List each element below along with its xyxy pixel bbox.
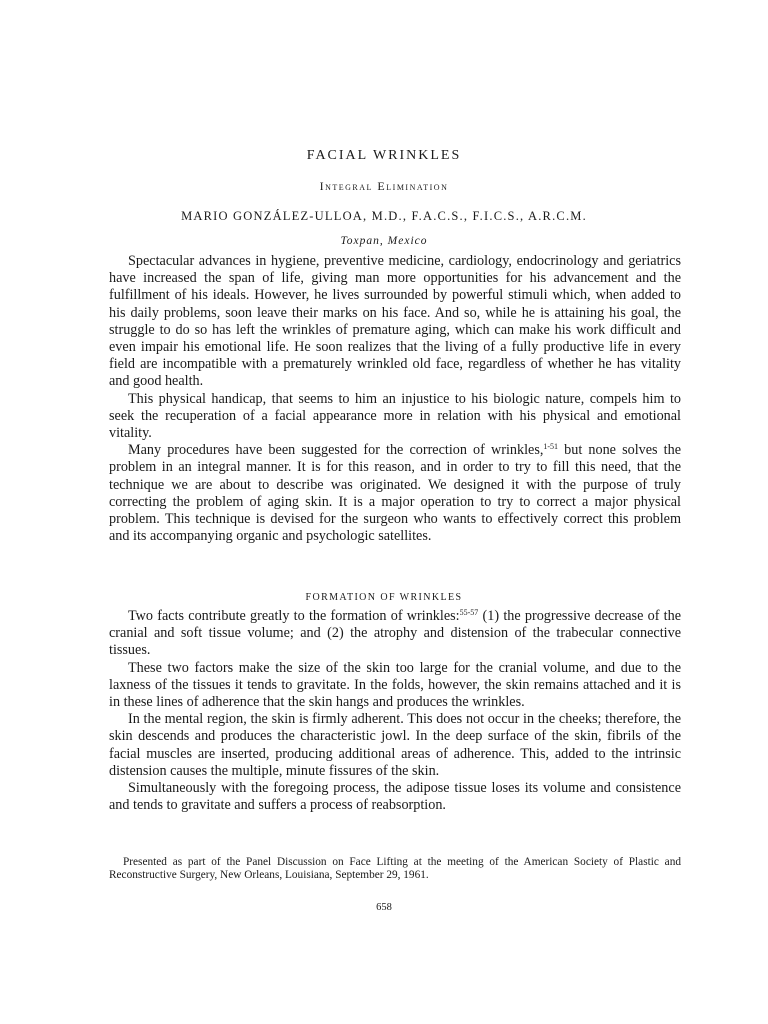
article-title: FACIAL WRINKLES (306, 148, 462, 163)
intro-text (109, 253, 681, 545)
section-paragraph-3: In the mental region, the skin is firmly adherent. This does not occur in the cheeks; therefore, the skin descends and produces the characteristic jowl. In the deep surface of the skin, fibrils of the facial muscles are inserted, producing additional areas of adherence. This, added to the intrinsic distension causes the multiple, minute fissures of the skin. (109, 711, 681, 779)
intro-paragraph-3 (109, 442, 681, 545)
section-paragraph-2: These two factors make the size of the skin too large for the cranial volume, and due to the laxness of the tissues it tends to gravitate. In the folds, however, the skin remains attached and it is in these lines of adherence that the skin hangs and produces the wrinkles. (109, 659, 681, 711)
page-number: 658 (376, 902, 392, 913)
section-paragraph-1 (109, 608, 681, 660)
citation-superscript: 55-57 (459, 608, 479, 617)
article-subtitle: Integral Elimination (319, 179, 449, 193)
section-heading: FORMATION OF WRINKLES (305, 592, 463, 603)
author-line: MARIO GONZÁLEZ-ULLOA, M.D., F.A.C.S., F.I.C.S., A.R.C.M. (181, 209, 587, 223)
citation-superscript: 1-51 (543, 442, 559, 452)
section-text (109, 608, 681, 814)
section-paragraph-4: Simultaneously with the foregoing process, the adipose tissue loses its volume and consistence and tends to gravitate and suffers a process of reabsorption. (109, 780, 681, 814)
section-paragraph-1-text-b: (1) the progressive decrease of the cranial and soft tissue volume; and (2) the atrophy and distension of the trabecular connective tissues. (109, 608, 682, 659)
intro-paragraph-3-text-b: but none solves the problem in an integral manner. It is for this reason, and in order to try to fill this need, that the technique we are about to describe was originated. We designed it with the purpose of truly correcting the problem of aging skin. It is a major operation to try to correct a major physical problem. This technique is devised for the surgeon who wants to effectively correct this problem and its accompanying organic and psychologic satellites. (109, 442, 681, 545)
intro-paragraph-3-text-a: Many procedures have been suggested for the correction of wrinkles, (128, 442, 544, 459)
author-location: Toxpan, Mexico (340, 235, 428, 247)
intro-paragraph-2: This physical handicap, that seems to him an injustice to his biologic nature, compels him to seek the recuperation of a facial appearance more in relation with his physical and emotional vitality. (109, 390, 681, 442)
section-paragraph-1-text-a: Two facts contribute greatly to the formation of wrinkles: (128, 608, 460, 624)
footnote: Presented as part of the Panel Discussion on Face Lifting at the meeting of the American Society of Plastic and Reconstructive Surgery, New Orleans, Louisiana, September 29, 1961. (109, 856, 681, 882)
intro-paragraph-1: Spectacular advances in hygiene, preventive medicine, cardiology, endocrinology and geriatrics have increased the span of life, giving man more opportunities for his advancement and the fulfillment of his ideals. However, he lives surrounded by powerful stimuli which, when added to his daily problems, soon leave their marks on his face. And so, while he is attaining his goal, the struggle to do so has left the wrinkles of premature aging, which can make his work difficult and even impair his emotional life. He soon realizes that the living of a fully productive life in every field are incompatible with a prematurely wrinkled old face, regardless of whether he has vitality and good health. (109, 253, 681, 390)
